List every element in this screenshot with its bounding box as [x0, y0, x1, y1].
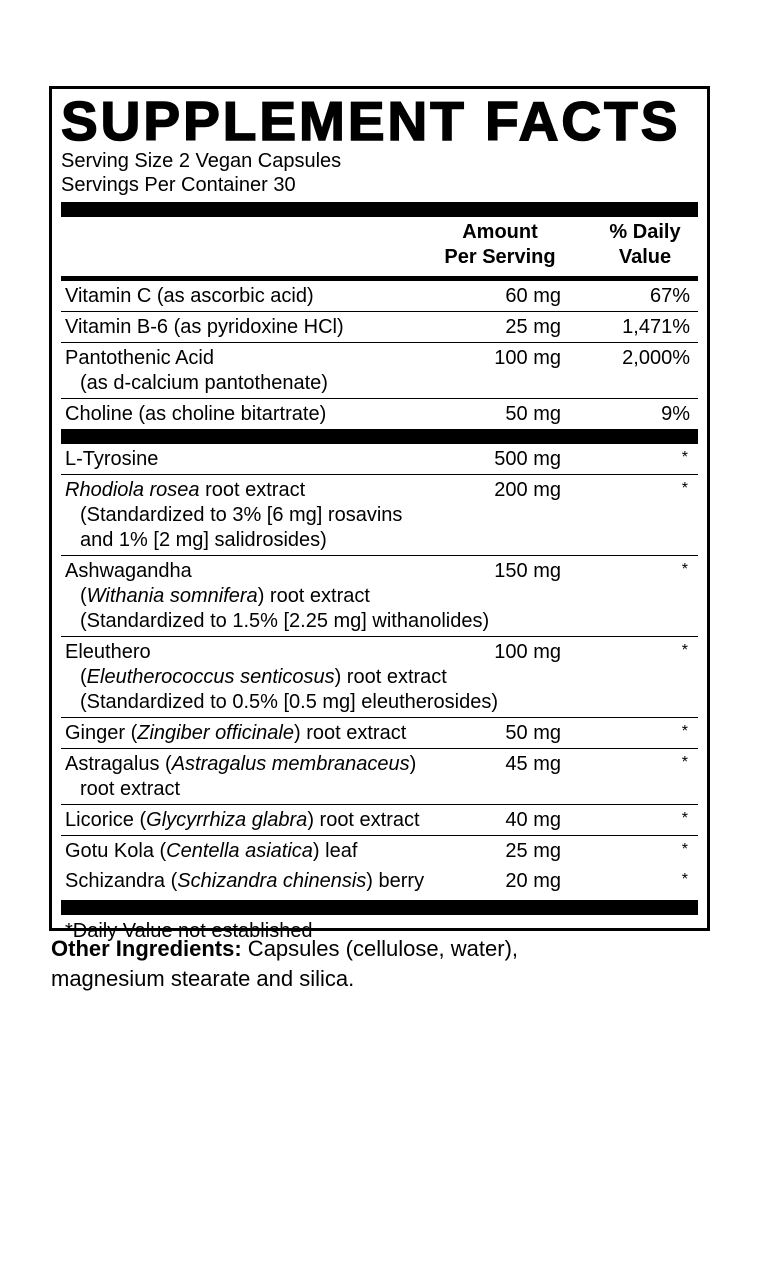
nutrient-row-gotu-kola: Gotu Kola (Centella asiatica) leaf 25 mg *	[65, 840, 688, 862]
daily-value-header: % Daily Value	[609, 221, 681, 268]
panel-title: SUPPLEMENT FACTS	[61, 90, 681, 152]
daily-value-footnote: *Daily Value not established	[65, 920, 313, 942]
servings-per-container: Servings Per Container 30	[61, 174, 296, 196]
supplement-facts-panel	[49, 86, 710, 942]
nutrient-row-astragalus: Astragalus (Astragalus membranaceus) root extract 45 mg *	[61, 749, 698, 805]
nutrient-row-ginger: Ginger (Zingiber officinale) root extract 50 mg *	[61, 718, 698, 749]
nutrient-row-eleuthero: Eleuthero (Eleutherococcus senticosus) root extract (Standardized to 0.5% [0.5 mg] eleutherosides) 100 mg *	[61, 637, 698, 718]
nutrient-row-rhodiola: Rhodiola rosea root extract (Standardized to 3% [6 mg] rosavins and 1% [2 mg] salidrosides) 200 mg *	[61, 475, 698, 556]
other-ingredients-label: Other Ingredients:	[51, 936, 242, 961]
nutrient-row-vitamin-b6: Vitamin B-6 (as pyridoxine HCl) 25 mg 1,471%	[61, 312, 698, 343]
nutrient-row-pantothenic-acid: Pantothenic Acid (as d-calcium pantothenate) 100 mg 2,000%	[61, 343, 698, 399]
divider-section	[61, 429, 698, 444]
nutrient-row-vitamin-c: Vitamin C (as ascorbic acid) 60 mg 67%	[61, 281, 698, 312]
other-ingredients	[51, 934, 611, 994]
column-header	[61, 217, 698, 276]
nutrient-row-schizandra: Schizandra (Schizandra chinensis) berry 20 mg *	[65, 870, 688, 892]
serving-size: Serving Size 2 Vegan Capsules	[61, 150, 342, 172]
nutrient-row-choline: Choline (as choline bitartrate) 50 mg 9%	[65, 403, 690, 425]
divider-thick	[61, 202, 698, 217]
nutrient-row-licorice: Licorice (Glycyrrhiza glabra) root extract 40 mg *	[61, 805, 698, 836]
divider-bottom	[61, 900, 698, 915]
amount-header: Amount Per Serving	[444, 221, 556, 268]
nutrient-row-l-tyrosine: L-Tyrosine 500 mg *	[61, 444, 698, 475]
nutrient-row-ashwagandha: Ashwagandha (Withania somnifera) root extract (Standardized to 1.5% [2.25 mg] withanolides) 150 mg *	[61, 556, 698, 637]
other-ingredients-text: Capsules (cellulose, water), magnesium stearate and silica.	[51, 936, 519, 991]
